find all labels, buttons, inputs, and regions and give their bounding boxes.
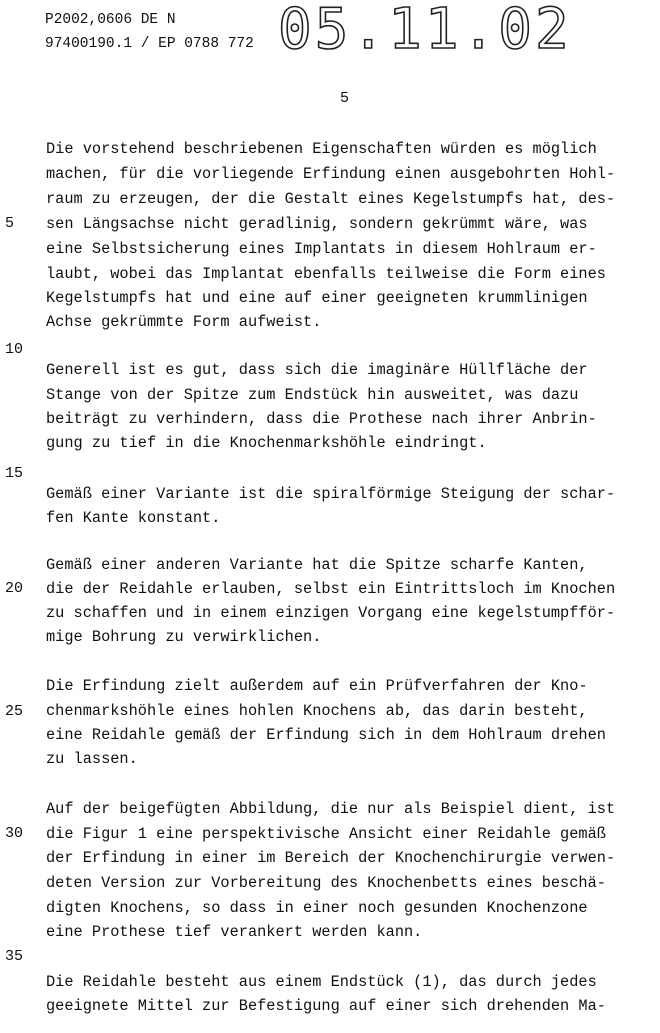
text-line: eine Reidahle gemäß der Erfindung sich in dem Hohlraum drehen bbox=[46, 726, 606, 744]
text-line: gung zu tief in die Knochenmarkshöhle eindringt. bbox=[46, 434, 487, 452]
text-line: machen, für die vorliegende Erfindung einen ausgebohrten Hohl- bbox=[46, 165, 616, 183]
text-line: deten Version zur Vorbereitung des Knochenbetts eines beschä- bbox=[46, 874, 606, 892]
header-reference-line-1: P2002,0606 DE N bbox=[45, 12, 176, 28]
text-line: mige Bohrung zu verwirklichen. bbox=[46, 628, 322, 646]
text-line: zu schaffen und in einem einzigen Vorgang eine kegelstumpfför- bbox=[46, 604, 616, 622]
text-line: raum zu erzeugen, der die Gestalt eines Kegelstumpfs hat, des- bbox=[46, 190, 616, 208]
text-line: geeignete Mittel zur Befestigung auf einer sich drehenden Ma- bbox=[46, 997, 606, 1015]
text-line: chenmarkshöhle eines hohlen Knochens ab, das darin besteht, bbox=[46, 702, 588, 720]
text-line: sen Längsachse nicht geradlinig, sondern gekrümmt wäre, was bbox=[46, 215, 588, 233]
page-number: 5 bbox=[340, 90, 350, 107]
text-line: beiträgt zu verhindern, dass die Prothese nach ihrer Anbrin- bbox=[46, 410, 597, 428]
text-line: laubt, wobei das Implantat ebenfalls teilweise die Form eines bbox=[46, 265, 606, 283]
line-number: 35 bbox=[5, 948, 24, 965]
text-line: die Figur 1 eine perspektivische Ansicht einer Reidahle gemäß bbox=[46, 825, 606, 843]
date-stamp: 05.11.02 bbox=[278, 0, 572, 62]
text-line: eine Prothese tief verankert werden kann. bbox=[46, 923, 423, 941]
text-line: Generell ist es gut, dass sich die imaginäre Hüllfläche der bbox=[46, 361, 588, 379]
text-line: fen Kante konstant. bbox=[46, 509, 221, 527]
text-line: der Erfindung in einer im Bereich der Knochenchirurgie verwen- bbox=[46, 849, 616, 867]
line-number: 5 bbox=[5, 215, 15, 232]
header-reference-line-2: 97400190.1 / EP 0788 772 bbox=[45, 36, 254, 52]
line-number: 30 bbox=[5, 825, 24, 842]
text-line: Die Reidahle besteht aus einem Endstück (1), das durch jedes bbox=[46, 973, 597, 991]
text-line: digten Knochens, so dass in einer noch gesunden Knochenzone bbox=[46, 899, 588, 917]
text-line: Gemäß einer Variante ist die spiralförmige Steigung der schar- bbox=[46, 485, 616, 503]
text-line: die der Reidahle erlauben, selbst ein Eintrittsloch im Knochen bbox=[46, 580, 616, 598]
text-line: Gemäß einer anderen Variante hat die Spitze scharfe Kanten, bbox=[46, 556, 588, 574]
line-number: 20 bbox=[5, 580, 24, 597]
line-number: 25 bbox=[5, 703, 24, 720]
line-number: 15 bbox=[5, 465, 24, 482]
text-line: Auf der beigefügten Abbildung, die nur als Beispiel dient, ist bbox=[46, 800, 616, 818]
text-line: eine Selbstsicherung eines Implantats in diesem Hohlraum er- bbox=[46, 240, 597, 258]
line-number: 10 bbox=[5, 341, 24, 358]
text-line: Die Erfindung zielt außerdem auf ein Prüfverfahren der Kno- bbox=[46, 677, 588, 695]
text-line: Kegelstumpfs hat und eine auf einer geeigneten krummlinigen bbox=[46, 289, 588, 307]
text-line: zu lassen. bbox=[46, 750, 138, 768]
text-line: Achse gekrümmte Form aufweist. bbox=[46, 313, 322, 331]
text-line: Die vorstehend beschriebenen Eigenschaften würden es möglich bbox=[46, 140, 597, 158]
text-line: Stange von der Spitze zum Endstück hin ausweitet, was dazu bbox=[46, 386, 579, 404]
